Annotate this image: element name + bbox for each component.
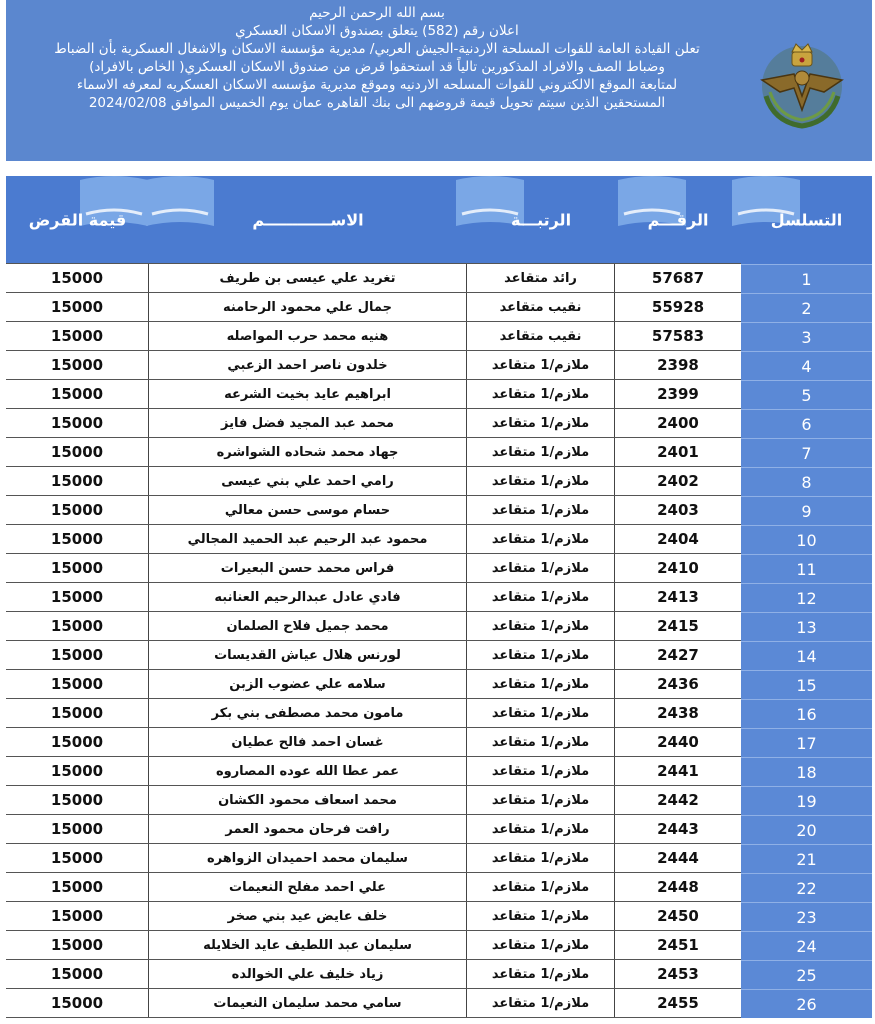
loan-amount-cell: 15000 (6, 467, 149, 496)
announcement-banner (6, 0, 872, 161)
table-row (6, 641, 872, 670)
military-number-cell: 2415 (657, 617, 699, 635)
rank-cell: ملازم/1 متقاعد (467, 989, 615, 1018)
military-number-cell: 2402 (657, 472, 699, 490)
table-row (6, 960, 872, 989)
name-cell: حسام موسى حسن معالي (149, 496, 467, 525)
table-row (6, 467, 872, 496)
loan-amount-cell: 15000 (6, 554, 149, 583)
military-number-cell: 2443 (657, 820, 699, 838)
name-cell: محمود عبد الرحيم عبد الحميد المجالي (149, 525, 467, 554)
table-header (6, 176, 872, 264)
name-cell: محمد اسعاف محمود الكشان (149, 786, 467, 815)
table-row (6, 931, 872, 960)
rank-cell: ملازم/1 متقاعد (467, 612, 615, 641)
announcement-line: لمتابعة الموقع الالكتروني للقوات المسلحه الاردنيه وموقع مديرية مؤسسه الاسكان العسكريه لمعرفه الاسماء (76, 77, 678, 93)
loan-amount-cell: 15000 (6, 380, 149, 409)
loan-amount-cell: 15000 (6, 960, 149, 989)
jordan-armed-forces-emblem-icon (754, 36, 850, 132)
rank-cell: ملازم/1 متقاعد (467, 438, 615, 467)
loan-amount-cell: 15000 (6, 815, 149, 844)
military-number-cell: 57583 (651, 327, 705, 345)
military-number-cell: 2448 (657, 878, 699, 896)
military-number-cell: 2455 (657, 994, 699, 1012)
name-cell: رامي احمد علي بني عيسى (149, 467, 467, 496)
table-row (6, 699, 872, 728)
table-row (6, 554, 872, 583)
loan-amount-cell: 15000 (6, 496, 149, 525)
military-number-cell: 2410 (657, 559, 699, 577)
row-divider (6, 1017, 741, 1018)
sequence-cell: 15 (741, 670, 872, 699)
table-row (6, 844, 872, 873)
loan-amount-cell: 15000 (6, 438, 149, 467)
name-cell: محمد جميل فلاح الصلمان (149, 612, 467, 641)
military-number-cell: 2404 (657, 530, 699, 548)
sequence-cell: 6 (741, 409, 872, 438)
loan-amount-cell: 15000 (6, 264, 149, 293)
announcement-line: تعلن القيادة العامة للقوات المسلحة الاردنية-الجيش العربي/ مديرية مؤسسة الاسكان والاشغال العسكرية بأن الضباط (54, 41, 700, 57)
rank-cell: ملازم/1 متقاعد (467, 554, 615, 583)
name-cell: خلدون ناصر احمد الزعبي (149, 351, 467, 380)
loan-amount-cell: 15000 (6, 931, 149, 960)
rank-cell: ملازم/1 متقاعد (467, 670, 615, 699)
sequence-cell: 12 (741, 583, 872, 612)
sequence-cell: 22 (741, 873, 872, 902)
rank-cell: ملازم/1 متقاعد (467, 699, 615, 728)
rank-cell: ملازم/1 متقاعد (467, 815, 615, 844)
sequence-cell: 18 (741, 757, 872, 786)
sequence-cell: 4 (741, 351, 872, 380)
announcement-line: المستحقين الذين سيتم تحويل قيمة قروضهم الى بنك القاهره عمان يوم الخميس الموافق 2024/02/08 (88, 95, 666, 111)
name-cell: سليمان محمد احميدان الزواهره (149, 844, 467, 873)
name-cell: علي احمد مفلح النعيمات (149, 873, 467, 902)
military-number-cell: 2436 (657, 675, 699, 693)
name-cell: سامي محمد سليمان النعيمات (149, 989, 467, 1018)
loan-amount-cell: 15000 (6, 989, 149, 1018)
table-row (6, 496, 872, 525)
table-row (6, 351, 872, 380)
military-number-cell: 2399 (657, 385, 699, 403)
header-rank: الرتبـــة (510, 210, 572, 230)
military-number-cell: 2453 (657, 965, 699, 983)
loan-amount-cell: 15000 (6, 728, 149, 757)
header-name: الاســــــــــــم (252, 210, 364, 230)
sequence-cell: 17 (741, 728, 872, 757)
military-number-cell: 2441 (657, 762, 699, 780)
name-cell: جهاد محمد شحاده الشواشره (149, 438, 467, 467)
rank-cell: نقيب متقاعد (467, 293, 615, 322)
rank-cell: ملازم/1 متقاعد (467, 844, 615, 873)
name-cell: ابراهيم عايد بخيت الشرعه (149, 380, 467, 409)
rank-cell: نقيب متقاعد (467, 322, 615, 351)
rank-cell: ملازم/1 متقاعد (467, 409, 615, 438)
rank-cell: ملازم/1 متقاعد (467, 583, 615, 612)
rank-cell: ملازم/1 متقاعد (467, 960, 615, 989)
table-row (6, 757, 872, 786)
sequence-cell: 7 (741, 438, 872, 467)
sequence-cell: 16 (741, 699, 872, 728)
table-row (6, 264, 872, 293)
military-number-cell: 2403 (657, 501, 699, 519)
table-row (6, 902, 872, 931)
rank-cell: ملازم/1 متقاعد (467, 351, 615, 380)
table-row (6, 989, 872, 1018)
table-body (6, 264, 872, 1018)
sequence-cell: 11 (741, 554, 872, 583)
loan-amount-cell: 15000 (6, 699, 149, 728)
rank-cell: ملازم/1 متقاعد (467, 467, 615, 496)
name-cell: زياد خليف علي الخوالده (149, 960, 467, 989)
name-cell: فراس محمد حسن البعيرات (149, 554, 467, 583)
table-row (6, 670, 872, 699)
rank-cell: ملازم/1 متقاعد (467, 786, 615, 815)
name-cell: سلامه علي عضوب الزبن (149, 670, 467, 699)
rank-cell: ملازم/1 متقاعد (467, 757, 615, 786)
name-cell: لورنس هلال عياش القديسات (149, 641, 467, 670)
name-cell: جمال علي محمود الرحامنه (149, 293, 467, 322)
sequence-cell: 26 (741, 989, 872, 1018)
loan-amount-cell: 15000 (6, 293, 149, 322)
sequence-cell: 24 (741, 931, 872, 960)
table-row (6, 873, 872, 902)
sequence-cell: 25 (741, 960, 872, 989)
military-number-cell: 2427 (657, 646, 699, 664)
loan-amount-cell: 15000 (6, 902, 149, 931)
header-seq: التسلسل (770, 210, 843, 230)
table-row (6, 438, 872, 467)
name-cell: هنيه محمد حرب المواصله (149, 322, 467, 351)
military-number-cell: 57687 (651, 269, 705, 287)
name-cell: فادي عادل عبدالرحيم العنانبه (149, 583, 467, 612)
loan-amount-cell: 15000 (6, 351, 149, 380)
rank-cell: ملازم/1 متقاعد (467, 641, 615, 670)
sequence-cell: 10 (741, 525, 872, 554)
sequence-cell: 14 (741, 641, 872, 670)
sequence-cell: 21 (741, 844, 872, 873)
rank-cell: ملازم/1 متقاعد (467, 380, 615, 409)
table-row (6, 380, 872, 409)
military-number-cell: 2413 (657, 588, 699, 606)
basmala-line: بسم الله الرحمن الرحيم (309, 5, 445, 21)
sequence-cell: 5 (741, 380, 872, 409)
table-row (6, 728, 872, 757)
military-number-cell: 2442 (657, 791, 699, 809)
name-cell: محمد عبد المجيد فضل فايز (149, 409, 467, 438)
loan-amount-cell: 15000 (6, 525, 149, 554)
table-row (6, 409, 872, 438)
name-cell: عمر عطا الله عوده المصاروه (149, 757, 467, 786)
loan-amount-cell: 15000 (6, 641, 149, 670)
sequence-cell: 20 (741, 815, 872, 844)
rank-cell: ملازم/1 متقاعد (467, 902, 615, 931)
table-row (6, 815, 872, 844)
military-number-cell: 2450 (657, 907, 699, 925)
rank-cell: ملازم/1 متقاعد (467, 873, 615, 902)
military-number-cell: 2401 (657, 443, 699, 461)
loan-amount-cell: 15000 (6, 786, 149, 815)
loan-amount-cell: 15000 (6, 583, 149, 612)
loan-amount-cell: 15000 (6, 409, 149, 438)
sequence-cell: 8 (741, 467, 872, 496)
loan-amount-cell: 15000 (6, 612, 149, 641)
rank-cell: ملازم/1 متقاعد (467, 525, 615, 554)
announcement-title: اعلان رقم (582) يتعلق بصندوق الاسكان العسكري (235, 23, 519, 39)
loan-amount-cell: 15000 (6, 670, 149, 699)
name-cell: رافت فرحان محمود العمر (149, 815, 467, 844)
table-row (6, 293, 872, 322)
military-number-cell: 2400 (657, 414, 699, 432)
loan-amount-cell: 15000 (6, 757, 149, 786)
rank-cell: ملازم/1 متقاعد (467, 931, 615, 960)
military-number-cell: 2438 (657, 704, 699, 722)
loan-amount-cell: 15000 (6, 322, 149, 351)
name-cell: غسان احمد فالح عطيان (149, 728, 467, 757)
table-row (6, 525, 872, 554)
name-cell: سليمان عبد اللطيف عايد الخلايله (149, 931, 467, 960)
announcement-line: وضباط الصف والافراد المذكورين تالياً قد استحقوا قرض من صندوق الاسكان العسكري( الخاص بالافراد) (89, 59, 665, 75)
name-cell: مامون محمد مصطفى بني بكر (149, 699, 467, 728)
sequence-cell: 2 (741, 293, 872, 322)
sequence-cell: 13 (741, 612, 872, 641)
rank-cell: رائد متقاعد (467, 264, 615, 293)
table-row (6, 583, 872, 612)
rank-cell: ملازم/1 متقاعد (467, 728, 615, 757)
sequence-cell: 23 (741, 902, 872, 931)
announcement-text (6, 4, 748, 112)
loan-amount-cell: 15000 (6, 873, 149, 902)
military-number-cell: 2451 (657, 936, 699, 954)
military-number-cell: 2444 (657, 849, 699, 867)
name-cell: خلف عايض عيد بني صخر (149, 902, 467, 931)
table-row (6, 612, 872, 641)
header-number: الرقـــم (647, 210, 709, 230)
table-row (6, 786, 872, 815)
military-number-cell: 2440 (657, 733, 699, 751)
military-number-cell: 55928 (651, 298, 705, 316)
sequence-cell: 19 (741, 786, 872, 815)
military-number-cell: 2398 (657, 356, 699, 374)
sequence-cell: 3 (741, 322, 872, 351)
name-cell: تغريد علي عيسى بن طريف (149, 264, 467, 293)
rank-cell: ملازم/1 متقاعد (467, 496, 615, 525)
sequence-cell: 9 (741, 496, 872, 525)
loan-amount-cell: 15000 (6, 844, 149, 873)
sequence-cell: 1 (741, 264, 872, 293)
table-row (6, 322, 872, 351)
header-amount: قيمة القرض (28, 210, 127, 230)
